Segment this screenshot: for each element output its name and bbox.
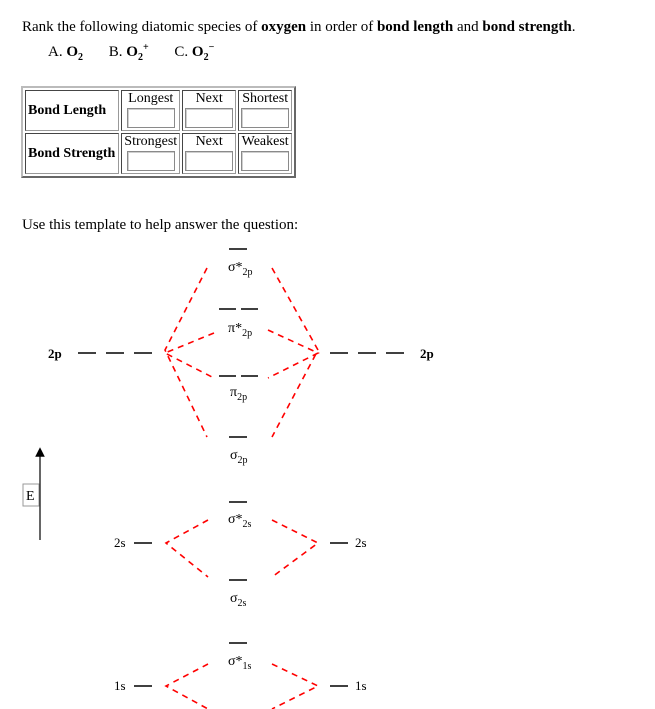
template-instruction: Use this template to help answer the question: bbox=[22, 217, 299, 233]
sigma-2p-label: $\sigma_{2p}$ bbox=[230, 448, 248, 466]
connector-right-2p-upper bbox=[272, 268, 318, 437]
sigma-2s-label: $\sigma_{2s}$ bbox=[230, 591, 247, 609]
keyword-bond-length: bond length bbox=[376, 19, 454, 35]
bond-length-shortest-cell: Shortest bbox=[238, 90, 292, 131]
bond-length-label: Bond Length bbox=[25, 90, 119, 131]
right-2s-label: 2s bbox=[355, 535, 367, 550]
right-1s-label: 1s bbox=[355, 678, 367, 693]
right-2p-label: 2p bbox=[420, 346, 434, 361]
connector-left-2p-inner bbox=[165, 333, 214, 378]
sigma-star-2s-label: $\sigma*_{2s}$ bbox=[228, 512, 252, 530]
connector-right-1s bbox=[272, 664, 318, 709]
left-1s-label: 1s bbox=[114, 678, 126, 693]
pi-2p-label: $\pi_{2p}$ bbox=[230, 385, 248, 403]
bond-strength-weakest-cell: Weakest bbox=[238, 133, 292, 174]
bond-strength-label: Bond Strength bbox=[25, 133, 119, 174]
left-2p-label: 2p bbox=[48, 346, 62, 361]
choice-b: B. $O_2^+$ bbox=[108, 42, 149, 63]
bond-strength-next-cell: Next bbox=[182, 133, 236, 174]
question-text: Rank the following diatomic species of oxygen in order of bond length and bond strength. bbox=[22, 19, 576, 35]
keyword-oxygen: oxygen bbox=[261, 19, 307, 35]
connector-left-2s bbox=[166, 520, 208, 577]
sigma-star-1s-label: $\sigma*_{1s}$ bbox=[228, 654, 252, 672]
pi-star-2p-label: $\pi*_{2p}$ bbox=[228, 321, 253, 339]
energy-axis-label: E bbox=[26, 489, 35, 504]
choice-a: A. $O_2$ bbox=[48, 44, 84, 63]
bond-length-longest-cell: Longest bbox=[121, 90, 180, 131]
connector-right-2s bbox=[272, 520, 318, 577]
choice-c: C. $O_2^-$ bbox=[174, 42, 215, 63]
sigma-star-2p-label: $\sigma*_{2p}$ bbox=[228, 260, 253, 278]
connector-left-2p-upper bbox=[165, 268, 207, 437]
connector-left-1s bbox=[166, 664, 208, 709]
bond-length-next-cell: Next bbox=[182, 90, 236, 131]
bond-strength-strongest-cell: Strongest bbox=[121, 133, 180, 174]
keyword-bond-strength: bond strength bbox=[482, 19, 572, 35]
left-2s-label: 2s bbox=[114, 535, 126, 550]
